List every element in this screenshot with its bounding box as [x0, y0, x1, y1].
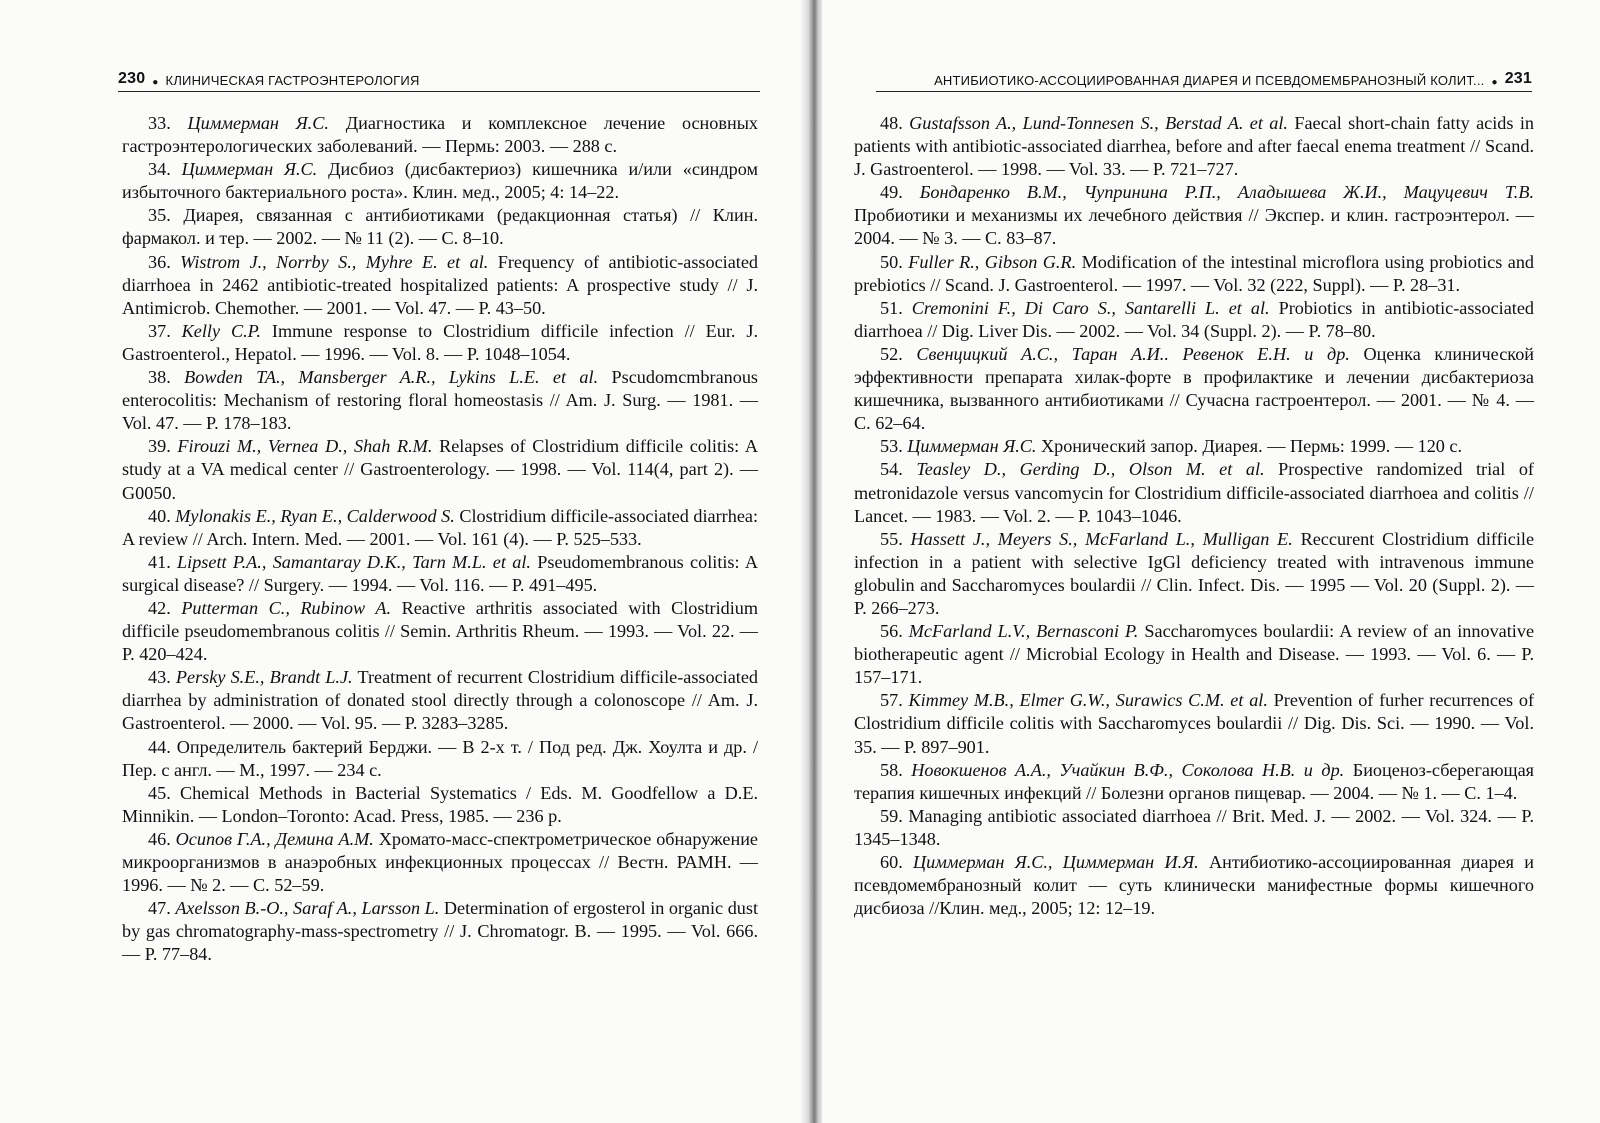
bullet-icon: ●	[1491, 77, 1498, 88]
reference-authors: Lipsett P.A., Samantaray D.K., Tarn M.L. et al.	[177, 551, 531, 572]
reference-item	[854, 689, 1534, 758]
reference-authors: Свенцицкий А.С., Таран А.И.. Ревенок Е.Н. и др.	[916, 343, 1350, 364]
reference-item	[854, 620, 1534, 689]
reference-number: 50.	[880, 251, 903, 272]
reference-authors: Kimmey M.B., Elmer G.W., Surawics C.M. et al.	[908, 690, 1268, 711]
reference-number: 54.	[880, 459, 903, 480]
reference-item	[122, 551, 758, 597]
reference-text: Reccurent Clostridium difficile infection in a patient with selective IgGl deficiency treated with intravenous immune globulin and Saccharomyces boulardii // Clin. Infect. Dis. — 1995 — Vol. 20 (Suppl. 2). — P. 266–273.	[854, 528, 1535, 618]
reference-item	[122, 782, 758, 828]
reference-list-left	[122, 112, 758, 966]
reference-number: 39.	[148, 436, 171, 457]
reference-number: 48.	[880, 113, 903, 133]
reference-item	[122, 112, 758, 158]
reference-item	[854, 297, 1534, 343]
reference-authors: Bowden TA., Mansberger A.R., Lykins L.E. et al.	[184, 367, 599, 388]
reference-number: 60.	[880, 852, 903, 872]
reference-item	[854, 112, 1534, 181]
reference-item	[854, 458, 1534, 527]
reference-text: Антибиотико-ассоциированная диарея и псевдомембранозный колит — суть клинически манифестные формы кишечного дисбиоза //Клин. мед., 2005; 12: 12–19.	[854, 852, 1535, 919]
reference-item	[122, 251, 758, 320]
reference-authors: Hassett J., Meyers S., McFarland L., Mulligan E.	[910, 528, 1293, 549]
running-title: КЛИНИЧЕСКАЯ ГАСТРОЭНТЕРОЛОГИЯ	[165, 73, 420, 88]
reference-authors: Cremonini F., Di Caro S., Santarelli L. et al.	[911, 297, 1270, 318]
reference-authors: Persky S.E., Brandt L.J.	[175, 667, 353, 688]
reference-text: Определитель бактерий Берджи. — В 2-х т. / Под ред. Дж. Хоулта и др. / Пер. с англ. — М., 1997. — 234 с.	[122, 736, 759, 780]
reference-number: 49.	[880, 182, 903, 203]
bullet-icon: ●	[152, 77, 159, 88]
reference-number: 41.	[148, 551, 171, 572]
reference-text: Prospective randomized trial of metronidazole versus vancomycin for Clostridium difficile-associated diarrhoea and colitis // Lancet. — 1983. — Vol. 2. — P. 1043–1046.	[854, 459, 1534, 526]
reference-item	[122, 736, 758, 782]
reference-text: Frequency of antibiotic-associated diarrhoea in 2462 antibiotic-treated hospitalized patients: A prospective study // J. Antimicrob. Chemother. — 2001. — Vol. 47. — P. 43–50.	[122, 251, 759, 318]
reference-number: 36.	[148, 251, 171, 272]
reference-authors: Gustafsson A., Lund-Tonnesen S., Berstad A. et al.	[909, 113, 1288, 133]
page-number: 230	[118, 70, 146, 87]
reference-item	[854, 435, 1534, 458]
reference-number: 45.	[148, 782, 171, 803]
reference-text: Pscudomcmbranous enterocolitis: Mechanism of restoring floral homeostasis // Am. J. Surg. — 1981. — Vol. 47. — P. 178–183.	[122, 367, 758, 434]
reference-authors: Axelsson B.-O., Saraf A., Larsson L.	[175, 898, 440, 919]
reference-text: Chemical Methods in Bacterial Systematics / Eds. M. Goodfellow a D.E. Minnikin. — London–Toronto: Acad. Press, 1985. — 236 p.	[122, 782, 758, 826]
reference-text: Хронический запор. Диарея. — Пермь: 1999. — 120 с.	[1040, 436, 1463, 457]
reference-text: Clostridium difficile-associated diarrhea: A review // Arch. Intern. Med. — 2001. — Vol. 161 (4). — P. 525–533.	[122, 505, 759, 549]
reference-text: Saccharomyces boulardii: A review of an innovative biotherapeutic agent // Microbial Ecology in Health and Disease. — 1993. — Vol. 6. — P. 157–171.	[854, 621, 1535, 688]
reference-text: Prevention of furher recurrences of Clostridium difficile colitis with Saccharomyces boulardii // Dig. Dis. Sci. — 1990. — Vol. 35. — P. 897–901.	[854, 690, 1535, 757]
reference-item	[122, 366, 758, 435]
reference-item	[122, 320, 758, 366]
reference-authors: Бондаренко В.М., Чупринина Р.П., Аладышева Ж.И., Мацуцевич Т.В.	[919, 182, 1534, 203]
reference-number: 57.	[880, 690, 903, 711]
reference-item	[854, 343, 1534, 435]
reference-number: 40.	[148, 505, 171, 526]
reference-text: Treatment of recurrent Clostridium difficile-associated diarrhea by administration of donated stool directly through a colonoscope // Am. J. Gastroenterol. — 2000. — Vol. 95. — P. 3283–3285.	[122, 667, 759, 734]
reference-text: Reactive arthritis associated with Clostridium difficile pseudomembranous colitis // Semin. Arthritis Rheum. — 1993. — Vol. 22. — P. 420–424.	[122, 597, 759, 665]
reference-authors: Новокшенов А.А., Учайкин В.Ф., Соколова Н.В. и др.	[911, 759, 1345, 780]
reference-number: 53.	[880, 436, 903, 457]
page-number: 231	[1504, 70, 1532, 87]
reference-text: Дисбиоз (дисбактериоз) кишечника и/или «синдром избыточного бактериального роста». Клин. мед., 2005; 4: 14–22.	[122, 159, 759, 203]
reference-number: 47.	[148, 898, 171, 919]
reference-text: Пробиотики и механизмы их лечебного действия // Экспер. и клин. гастроэнтерол. — 2004. — № 3. — С. 83–87.	[854, 205, 1534, 249]
reference-authors: Putterman C., Rubinow A.	[181, 597, 392, 618]
reference-number: 38.	[148, 367, 171, 388]
right-page	[822, 0, 1600, 1123]
reference-number: 35.	[148, 205, 171, 226]
reference-item	[122, 505, 758, 551]
reference-authors: McFarland L.V., Bernasconi P.	[908, 621, 1139, 642]
reference-number: 59.	[880, 805, 903, 826]
reference-item	[122, 828, 758, 897]
reference-text: Immune response to Clostridium difficile infection // Eur. J. Gastroenterol., Hepatol. — 1996. — Vol. 8. — P. 1048–1054.	[122, 320, 759, 364]
running-head-right	[876, 70, 1532, 92]
reference-item	[854, 759, 1534, 805]
reference-number: 34.	[148, 159, 171, 180]
reference-text: Диарея, связанная с антибиотиками (редакционная статья) // Клин. фармакол. и тер. — 2002. — № 11 (2). — С. 8–10.	[122, 205, 758, 249]
reference-item	[854, 181, 1534, 250]
reference-item	[122, 597, 758, 666]
reference-list-right	[854, 112, 1534, 920]
reference-text: Хромато-масс-спектрометрическое обнаружение микроорганизмов в анаэробных инфекционных процессах // Вестн. РАМН. — 1996. — № 2. — С. 52–59.	[122, 828, 759, 896]
reference-text: Relapses of Clostridium difficile colitis: A study at a VA medical center // Gastroenterology. — 1998. — Vol. 114(4, part 2). — G0050.	[122, 436, 759, 503]
reference-authors: Mylonakis E., Ryan E., Calderwood S.	[175, 505, 455, 526]
reference-item	[122, 158, 758, 204]
reference-number: 51.	[880, 297, 903, 318]
reference-number: 43.	[148, 667, 171, 688]
reference-number: 44.	[148, 736, 171, 757]
reference-authors: Циммерман Я.С.	[181, 159, 318, 180]
reference-authors: Firouzi M., Vernea D., Shah R.M.	[177, 436, 433, 457]
reference-item	[854, 251, 1534, 297]
reference-authors: Fuller R., Gibson G.R.	[908, 251, 1077, 272]
reference-text: Modification of the intestinal microflora using probiotics and prebiotics // Scand. J. Gastroenterol. — 1997. — Vol. 32 (222, Suppl). — P. 28–31.	[854, 251, 1535, 295]
reference-text: Probiotics in antibiotic-associated diarrhoea // Dig. Liver Dis. — 2002. — Vol. 34 (Suppl. 2). — P. 78–80.	[854, 297, 1535, 341]
reference-item	[854, 805, 1534, 851]
running-title: АНТИБИОТИКО-АССОЦИИРОВАННАЯ ДИАРЕЯ И ПСЕВДОМЕМБРАНОЗНЫЙ КОЛИТ...	[934, 73, 1485, 88]
reference-text: Faecal short-chain fatty acids in patients with antibiotic-associated diarrhea, before and after faecal enema treatment // Scand. J. Gastroenterol. — 1998. — Vol. 33. — P. 721–727.	[854, 113, 1535, 180]
reference-number: 58.	[880, 759, 903, 780]
reference-number: 55.	[880, 528, 903, 549]
reference-number: 33.	[148, 113, 171, 133]
reference-authors: Циммерман Я.С., Циммерман И.Я.	[913, 852, 1199, 872]
reference-item	[854, 528, 1534, 620]
reference-number: 42.	[148, 597, 171, 618]
reference-authors: Циммерман Я.С.	[907, 436, 1037, 457]
reference-item	[854, 851, 1534, 920]
reference-authors: Wistrom J., Norrby S., Myhre E. et al.	[180, 251, 489, 272]
reference-text: Managing antibiotic associated diarrhoea // Brit. Med. J. — 2002. — Vol. 324. — P. 1345–1348.	[854, 805, 1534, 849]
reference-number: 52.	[880, 343, 903, 364]
reference-item	[122, 666, 758, 735]
reference-authors: Kelly C.P.	[181, 320, 261, 341]
reference-text: Determination of ergosterol in organic dust by gas chromatography-mass-spectrometry // J. Chromatogr. B. — 1995. — Vol. 666. — P. 77–84.	[122, 898, 759, 965]
reference-number: 56.	[880, 621, 903, 642]
reference-authors: Осипов Г.А., Демина А.М.	[175, 828, 374, 849]
reference-number: 46.	[148, 828, 171, 849]
reference-text: Биоценоз-сберегающая терапия кишечных инфекций // Болезни органов пищевар. — 2004. — № 1. — С. 1–4.	[854, 759, 1535, 803]
reference-text: Оценка клинической эффективности препарата хилак-форте в профилактике и лечении дисбактериоза кишечника, вызванного антибиотиками // Сучасна гастроентерол. — 2001. — № 4. — С. 62–64.	[854, 343, 1535, 434]
reference-text: Pseudomembranous colitis: A surgical disease? // Surgery. — 1994. — Vol. 116. — P. 491–495.	[122, 551, 759, 595]
reference-text: Диагностика и комплексное лечение основных гастроэнтерологических заболеваний. — Пермь: 2003. — 288 с.	[122, 113, 759, 157]
reference-item	[122, 897, 758, 966]
reference-item	[122, 435, 758, 504]
reference-number: 37.	[148, 320, 171, 341]
reference-authors: Циммерман Я.С.	[187, 113, 329, 133]
running-head-left	[118, 70, 760, 92]
reference-authors: Teasley D., Gerding D., Olson M. et al.	[916, 459, 1265, 480]
reference-item	[122, 204, 758, 250]
